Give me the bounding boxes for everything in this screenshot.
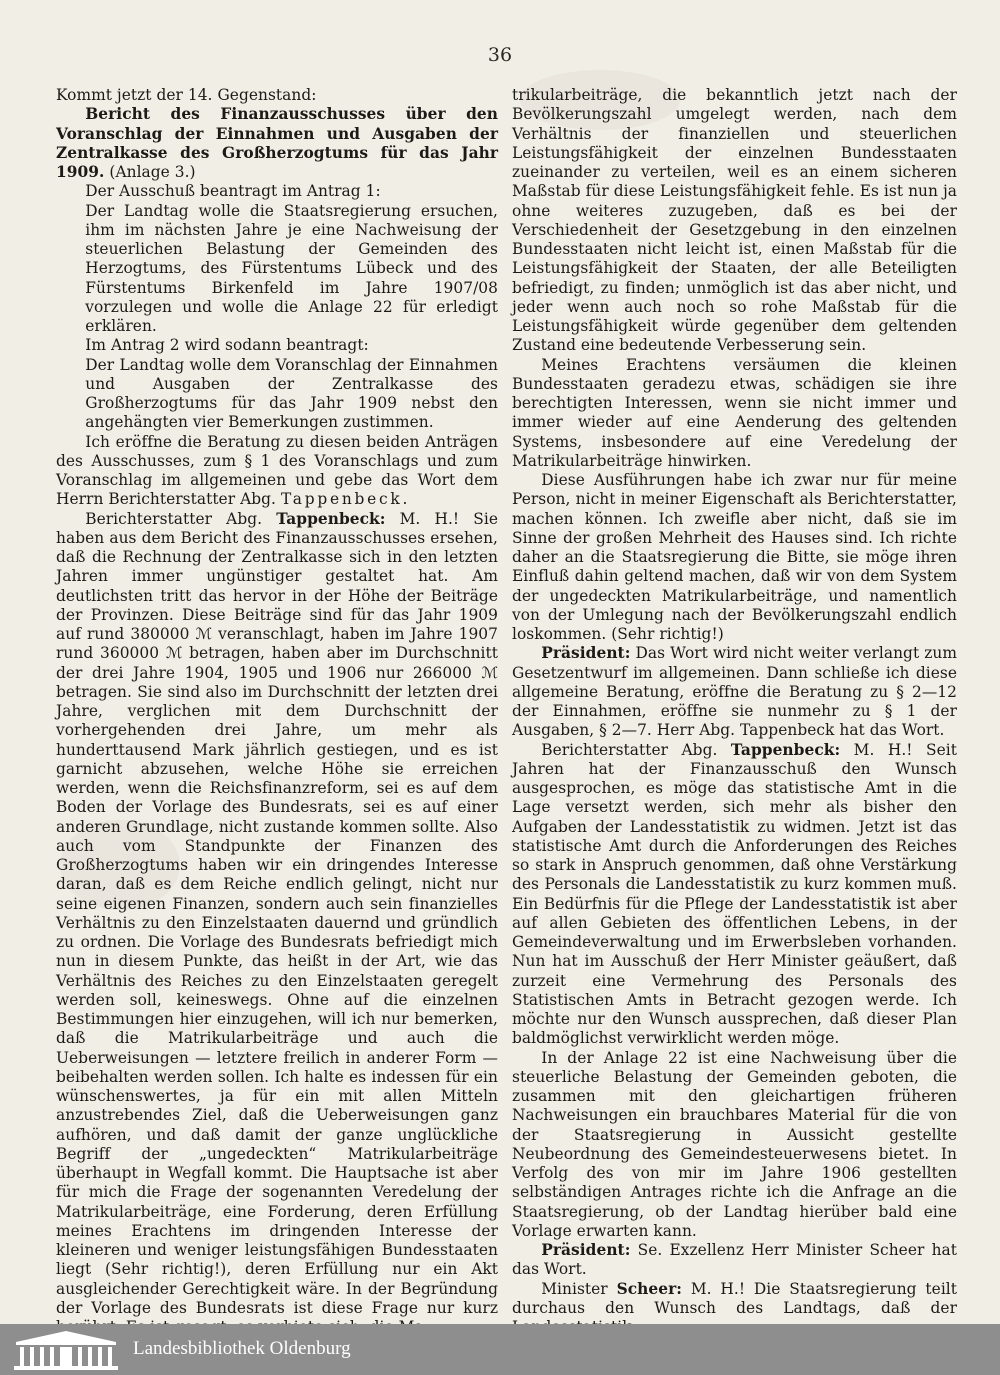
paragraph: In der Anlage 22 ist eine Nachweisung über die steuerliche Belastung der Gemeinden geboten, die zusammen mit den gleichartigen früheren Nachweisungen ein brauchbares Material für die von der Staatsregierung in Aussicht gestellte Neubeordnung des Gemeindesteuerwesens bietet. In Verfolg des von mir im Jahre 1906 gestellten selbständigen Antrages richte ich die Anfrage an die Staatsregierung, ob der Landtag hierüber bald eine Vorlage erwarten kann. [512,1048,957,1240]
paragraph: Kommt jetzt der 14. Gegenstand: [56,86,317,104]
speaker-role: Berichterstatter Abg. [85,509,263,528]
speaker-role: Minister [541,1279,608,1298]
speech-text: Das Wort wird nicht weiter verlangt zum Gesetzentwurf im allgemeinen. Dann schließe ich diese allgemeine Beratung, eröffne die Beratung zu § 2—12 der Einnahmen, eröffne sie nunmehr zu § 1 der Ausgaben, § 2—7. Herr Abg. Tappenbeck hat das Wort. [512,644,957,740]
speaker-name: Präsident: [541,644,631,663]
paragraph-text: Ich eröffne die Beratung zu diesen beiden Anträgen des Ausschusses, zum § 1 des Voranschlags und zum Voranschlag im allgemeinen und gebe das Wort dem Herrn Berichterstatter Abg. [56,432,498,509]
footer-bar [0,1324,1000,1375]
right-column [512,86,957,1337]
paragraph: Der Ausschuß beantragt im Antrag 1: [85,182,381,201]
speech [512,741,957,1049]
speech-text: M. H.! Sie haben aus dem Bericht des Finanzausschusses ersehen, daß die Rechnung der Zentralkasse sich in den letzten Jahren immer ungünstiger gestaltet hat. Am deutlichsten tritt das hervor in der Höhe der Beiträge der Provinzen. Diese Beiträge sind für das Jahr 1909 auf rund 380000 ℳ veranschlagt, haben im Jahre 1907 rund 360000 ℳ betragen, haben aber im Durchschnitt der drei Jahre 1904, 1905 und 1906 nur 266000 ℳ betragen. Sie sind also im Durchschnitt der letzten drei Jahre, verglichen mit dem Durchschnitt der vorhergehenden drei Jahre, um mehr als hunderttausend Mark jährlich gestiegen, und es ist garnicht abzusehen, welche Höhe sie erreichen werden, wenn die Reichsfinanzreform, sei es auf dem Boden der Vorlage des Bundesrats, sei es auf einer anderen Grundlage, nicht zustande kommen sollte. Also auch vom Standpunkte der Finanzen des Großherzogtums haben wir ein dringendes Interesse daran, daß es dem Reiche endlich gelingt, nicht nur seine eigenen Finanzen, sondern auch sein finanzielles Verhältnis zu den Einzelstaaten dauernd und gründlich zu ordnen. Die Vorlage des Bundesrats befriedigt mich nun in diesem Punkte, das heißt in der Art, wie das Verhältnis des Reiches zu den Einzelstaaten geregelt werden soll, keineswegs. Ohne auf die einzelnen Bestimmungen hier einzugehen, will ich nur bemerken, daß die Matrikularbeiträge und auch die Ueberweisungen — letztere freilich in anderer Form — beibehalten werden sollen. Ich halte es indessen für ein wünschenswertes, ja für ein mit allen Mitteln anzustrebendes Ziel, daß die Ueberweisungen ganz aufhören, und daß damit der ganze unglückliche Begriff der „ungedeckten“ Matrikularbeiträge überhaupt in Wegfall kommt. Die Hauptsache ist aber für mich die Frage der sogenannten Veredelung der Matrikularbeiträge, eine Forderung, deren Erfüllung meines Erachtens im dringenden Interesse der kleineren und weniger leistungsfähigen Bundesstaaten liegt (Sehr richtig!), deren Erfüllung nur ein Akt ausgleichender Gerechtigkeit wäre. In der Begründung der Vorlage des Bundesrats ist diese Frage nur kurz [56,509,498,1317]
speech-text: M. H.! Seit Jahren hat der Finanzausschuß den Wunsch ausgesprochen, es möge das statistische Amt in die Lage versetzt werden, sich mehr als bisher den Aufgaben der Landesstatistik zu widmen. Jetzt ist das statistische Amt durch die Anforderungen des Reiches so stark in Anspruch genommen, daß ohne Verstärkung des Personals die Landesstatistik zu kurz kommen muß. Ein Bedürfnis für die Pflege der Landesstatistik ist aber auf allen Gebieten des öffentlichen Lebens, in der Gemeindeverwaltung und im Erwerbsleben vorhanden. Nun hat im Ausschuß der Herr Minister geäußert, daß zurzeit eine Vermehrung des Personals des Statistischen Amts in Betracht gezogen werde. Ich möchte nur den Wunsch aussprechen, daß dieser Plan baldmöglichst verwirklicht werden möge. [512,740,957,1048]
speech-text: M. H.! Die Staatsregierung teilt durchaus den Wunsch des Landtags, daß der [512,1279,958,1317]
speaker-name: Tappenbeck: [276,509,386,528]
paragraph [56,433,498,510]
paragraph: Meines Erachtens versäumen die kleinen Bundesstaaten geradezu etwas, schädigen sie ihre berechtigten Interessen, wenn sie nicht immer und immer wieder auf eine Aenderung des geltenden Systems, insbesondere auf eine Veredelung der Matrikularbeiträge hinwirken. [512,355,957,470]
speaker-role: Berichterstatter Abg. [541,740,718,759]
speech-text: Se. Exzellenz Herr Minister Scheer hat das Wort. [512,1241,957,1279]
page-number: 36 [487,44,513,66]
speech [56,510,498,1338]
speaker-name: Tappenbeck. [280,490,411,509]
speaker-name: Präsident: [541,1241,631,1259]
speech [512,1241,957,1280]
paragraph: Im Antrag 2 wird sodann beantragt: [85,336,369,355]
report-title: Bericht des Finanzausschusses über den Voranschlag der Einnahmen und Ausgaben der Zentralkasse des Großherzogtums für das Jahr 1909. [56,105,498,181]
agenda-item [56,105,498,182]
library-name: Landesbibliothek Oldenburg [133,1338,351,1359]
motion-quote: Der Landtag wolle dem Voranschlag der Einnahmen und Ausgaben der Zentralkasse des Großherzogtums für das Jahr 1909 nebst den angehängten vier Bemerkungen zustimmen. [85,355,498,432]
paragraph: trikularbeiträge, die bekanntlich jetzt nach der Bevölkerungszahl umgelegt werden, nach dem Verhältnis der finanziellen und steuerlichen Leistungsfähigkeit der einzelnen Bundesstaaten zueinander zu verteilen, weil es an einem sicheren Maßstab für diese Leistungsfähigkeit fehle. Es ist nun ja ohne weiteres zuzugeben, daß es bei der Verschiedenheit der Gesetzgebung in den einzelnen Bundesstaaten nicht leicht ist, einen Maßstab für die Leistungsfähigkeit der Staaten, der alle Beteiligten befriedigt, zu finden; unmöglich ist das aber nicht, und jeder wenn auch noch so rohe Maßstab für die Leistungsfähigkeit würde gegenüber dem geltenden Zustand eine bedeutende Verbesserung sein. [512,86,957,355]
motion-quote: Der Landtag wolle die Staatsregierung ersuchen, ihm im nächsten Jahre je eine Nachweisung der steuerlichen Belastung der Gemeinden des Herzogtums, des Fürstentums Lübeck und des Fürstentums Birkenfeld im Jahre 1907/08 vorzulegen und wolle die Anlage 22 für erledigt erklären. [85,201,498,335]
speaker-name: Scheer: [616,1279,682,1298]
speech [512,644,957,740]
paragraph: Diese Ausführungen habe ich zwar nur für meine Person, nicht in meiner Eigenschaft als Berichterstatter, machen können. Ich zweifle aber nicht, daß sie im Sinne der großen Mehrheit des Hauses sind. Ich richte daher an die Staatsregierung die Bitte, sie möge ihren Einfluß dahin geltend machen, daß wir von dem System der ungedeckten Matrikularbeiträge, und namentlich von der Umlegung nach der Bevölkerungszahl endlich loskommen. (Sehr richtig!) [512,471,957,643]
left-column [56,86,498,1337]
annex-reference: (Anlage 3.) [104,163,196,181]
speaker-name: Tappenbeck: [730,740,841,759]
library-building-logo-icon [10,1328,122,1372]
